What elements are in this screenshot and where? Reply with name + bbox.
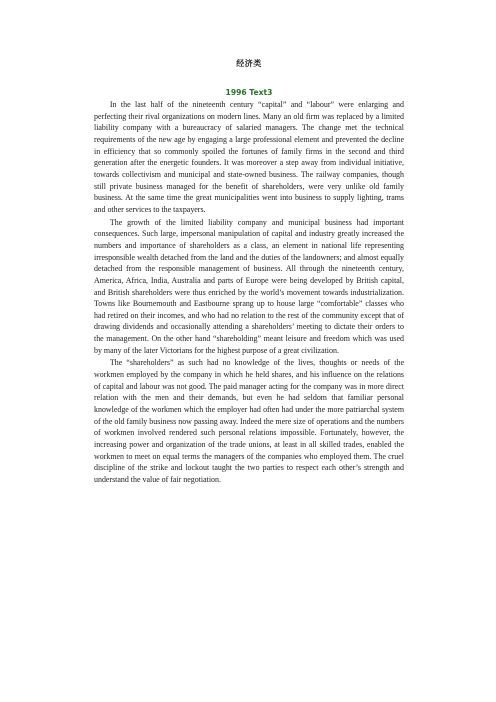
document-page xyxy=(94,58,404,487)
paragraph-2: The growth of the limited liability company and municipal business had important consequences. Such large, impersonal manipulation of capital and industry greatly increased the numbers and importance of shareholders as a class, an element in national life representing irresponsible wealth detached from the land and the duties of the landowners; and almost equally detached from the responsible management of business. All through the nineteenth century, America, Africa, India, Australia and parts of Europe were being developed by British capital, and British shareholders were thus enriched by the world’s movement towards industrialization. Towns like Bournemouth and Eastbourne sprang up to house large “comfortable” classes who had retired on their incomes, and who had no relation to the rest of the community except that of drawing dividends and occasionally attending a shareholders’ meeting to dictate their orders to the management. On the other hand “shareholding” meant leisure and freedom which was used by many of the later Victorians for the highest purpose of a great civilization. xyxy=(94,217,404,355)
paragraph-1: In the last half of the nineteenth century “capital” and “labour” were enlarging and perfecting their rival organizations on modern lines. Many an old firm was replaced by a limited liability company with a bureaucracy of salaried managers. The change met the technical requirements of the new age by engaging a large professional element and prevented the decline in efficiency that so commonly spoiled the fortunes of family firms in the second and third generation after the energetic founders. It was moreover a step away from individual initiative, towards collectivism and municipal and state-owned business. The railway companies, though still private business managed for the benefit of shareholders, were very unlike old family business. At the same time the great municipalities went into business to supply lighting, trams and other services to the taxpayers. xyxy=(94,100,404,214)
paragraph-3: The “shareholders” as such had no knowledge of the lives, thoughts or needs of the workmen employed by the company in which he held shares, and his influence on the relations of capital and labour was not good. The paid manager acting for the company was in more direct relation with the men and their demands, but even he had seldom that familiar personal knowledge of the workmen which the employer had often had under the more patriarchal system of the old family business now passing away. Indeed the mere size of operations and the numbers of workmen involved rendered such personal relations impossible. Fortunately, however, the increasing power and organization of the trade unions, at least in all skilled trades, enabled the workmen to meet on equal terms the managers of the companies who employed them. The cruel discipline of the strike and lockout taught the two parties to respect each other’s strength and understand the value of fair negotiation. xyxy=(94,358,404,484)
section-title: 1996 Text3 xyxy=(225,88,273,97)
document-title: 经济类 xyxy=(236,59,262,68)
